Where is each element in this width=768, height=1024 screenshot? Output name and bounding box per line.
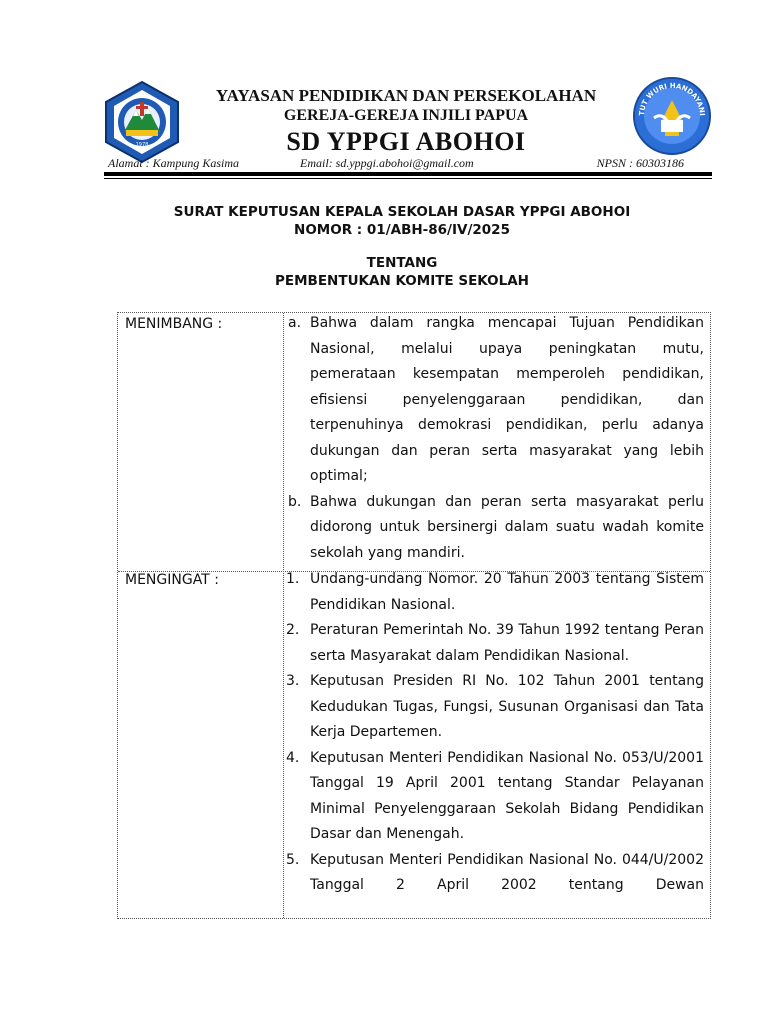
item-marker: b. <box>288 493 302 510</box>
list-item <box>284 618 704 669</box>
item-text: Bahwa dukungan dan peran serta masyarakat perlu didorong untuk bersinergi dalam suatu wadah komite sekolah yang mandiri. <box>310 493 704 561</box>
decree-title <box>104 203 700 239</box>
yppgi-emblem-icon <box>104 80 180 164</box>
decree-heading: SURAT KEPUTUSAN KEPALA SEKOLAH DASAR YPPGI ABOHOI <box>173 204 631 220</box>
tut-wuri-text: TUT WURI HANDAYANI <box>637 81 707 117</box>
mengingat-label: MENGINGAT : <box>125 572 219 588</box>
letterhead <box>104 80 712 180</box>
item-marker: a. <box>288 315 302 331</box>
item-marker: 1. <box>286 571 300 587</box>
item-text: Undang-undang Nomor. 20 Tahun 2003 tentang Sistem Pendidikan Nasional. <box>310 571 704 613</box>
tut-wuri-handayani-icon <box>632 76 712 156</box>
list-item <box>284 567 704 618</box>
foundation-name: YAYASAN PENDIDIKAN DAN PERSEKOLAHAN <box>215 86 597 105</box>
item-marker: 4. <box>286 749 300 766</box>
item-marker: 5. <box>286 851 300 868</box>
item-text: Keputusan Menteri Pendidikan Nasional No. 044/U/2002 Tanggal 2 April 2002 tentang Dewan <box>310 851 704 893</box>
item-marker: 3. <box>286 673 300 689</box>
subject-title: PEMBENTUKAN KOMITE SEKOLAH <box>275 273 529 289</box>
list-item <box>284 669 704 746</box>
item-text: Keputusan Menteri Pendidikan Nasional No. 053/U/2001 Tanggal 19 April 2001 tentang Standar Pelayanan Minimal Penyelenggaraan Sekolah Bidang Pendidikan Dasar dan Menengah. <box>310 749 704 842</box>
decree-number: NOMOR : 01/ABH-86/IV/2025 <box>294 222 510 238</box>
menimbang-label: MENIMBANG : <box>125 316 223 332</box>
decree-subject <box>104 254 700 290</box>
letterhead-rule-thin <box>104 178 712 179</box>
letterhead-rule-thick <box>104 172 712 176</box>
mengingat-list <box>284 567 704 899</box>
emblem-year: 1978 <box>135 142 149 148</box>
menimbang-list <box>284 311 704 566</box>
contact-info <box>104 156 712 172</box>
item-marker: 2. <box>286 622 300 638</box>
church-name: GEREJA-GEREJA INJILI PAPUA <box>283 107 529 124</box>
item-text: Keputusan Presiden RI No. 102 Tahun 2001 tentang Kedudukan Tugas, Fungsi, Susunan Organisasi dan Tata Kerja Departemen. <box>310 673 704 740</box>
item-text: Peraturan Pemerintah No. 39 Tahun 1992 tentang Peran serta Masyarakat dalam Pendidikan Nasional. <box>310 622 704 664</box>
npsn: NPSN : 60303186 <box>596 156 684 170</box>
list-item <box>284 848 704 899</box>
considerations-table <box>117 312 711 919</box>
list-item <box>284 746 704 848</box>
list-item <box>284 490 704 567</box>
email: Email: sd.yppgi.abohoi@gmail.com <box>300 156 474 170</box>
list-item <box>284 311 704 490</box>
letterhead-text <box>184 86 628 158</box>
address: Alamat : Kampung Kasima <box>108 156 240 170</box>
subject-about: TENTANG <box>366 255 438 271</box>
school-name: SD YPPGI ABOHOI <box>286 127 526 156</box>
item-text: Bahwa dalam rangka mencapai Tujuan Pendidikan Nasional, melalui upaya peningkatan mutu, pemerataan kesempatan memperoleh pendidikan, efisiensi penyelenggaraan pendidikan, dan terpenuhinya demokrasi pendidikan, perlu adanya dukungan dan peran serta masyarakat yang lebih optimal; <box>310 315 704 484</box>
